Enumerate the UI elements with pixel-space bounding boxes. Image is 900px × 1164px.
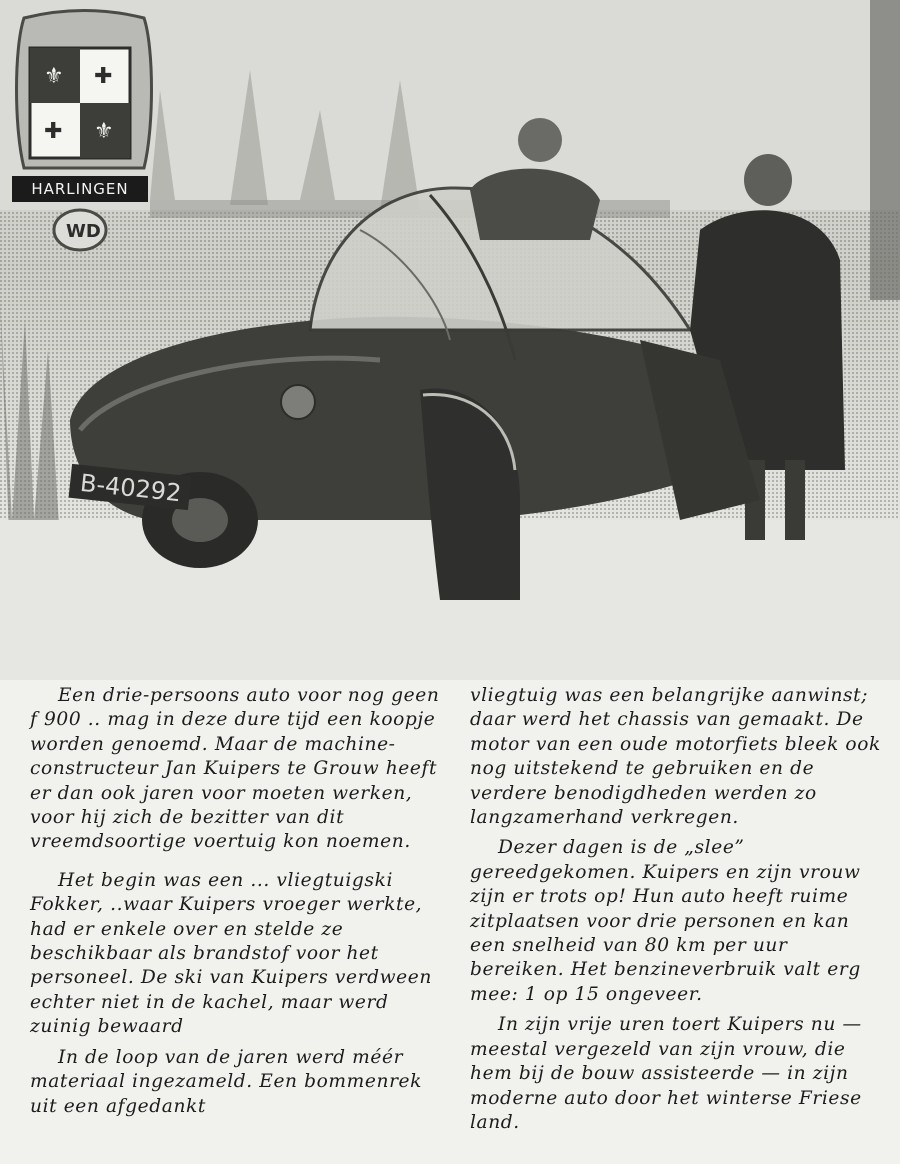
article-left-column [30, 684, 448, 1154]
article-paragraph: Dezer dagen is de „slee” gereedgekomen. Kuipers en zijn vrouw zijn er trots op! Hun auto heeft ruime zitplaatsen voor drie personen en kan een snelheid van 80 km per uur bereiken. Het benzineverbruik valt erg mee: 1 op 15 ongeveer. [470, 837, 861, 1005]
svg-text:⚜: ⚜ [94, 119, 114, 144]
article-right-column [470, 684, 888, 1154]
article-paragraph: Het begin was een ... vliegtuigski Fokker, ..waar Kuipers vroeger werkte, had er enkele over en stelde ze beschikbaar als brandstof voor het personeel. De ski van Kuipers verdween echter niet in de kachel, maar werd zuinig bewaard [30, 869, 432, 1038]
harlingen-crest [4, 8, 164, 258]
license-plate-text: B-40292 [78, 468, 183, 508]
article-paragraph: vliegtuig was een belangrijke aanwinst; daar werd het chassis van gemaakt. De motor van een oude motorfiets bleek ook nog uitstekend te gebruiken en de verdere benodigdheden werden zo langzamerhand verkregen. [470, 685, 881, 829]
svg-text:✚: ✚ [44, 119, 63, 144]
city-name-banner: HARLINGEN [12, 176, 148, 202]
article-paragraph: In de loop van de jaren werd méér materiaal ingezameld. Een bommenrek uit een afgedankt [30, 1046, 423, 1117]
article-paragraph: In zijn vrije uren toert Kuipers nu — meestal vergezeld van zijn vrouw, die hem bij de bouw assisteerde — in zijn moderne auto door het winterse Friese land. [470, 1014, 862, 1133]
emblem-letters: WD [66, 221, 101, 242]
svg-text:✚: ✚ [94, 64, 113, 89]
article-body [30, 684, 890, 1154]
coat-of-arms-icon [4, 8, 164, 258]
article-paragraph: Een drie-persoons auto voor nog geen f 900 .. mag in deze dure tijd een koopje worden genoemd. Maar de machine-constructeur Jan Kuipers te Grouw heeft er dan ook jaren voor moeten werken, voor hij zich de bezitter van dit vreemdsoortige voertuig kon noemen. [30, 685, 440, 853]
svg-text:⚜: ⚜ [44, 64, 64, 89]
